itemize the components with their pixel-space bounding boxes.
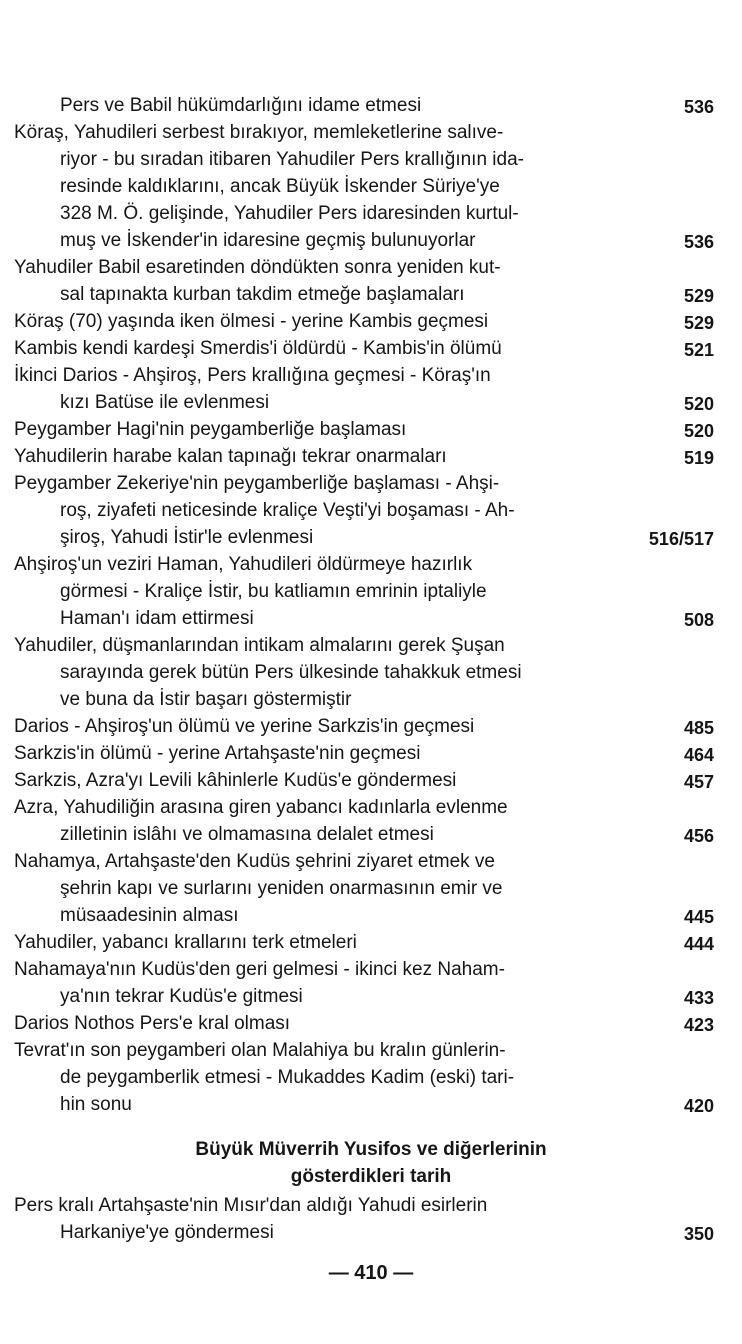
toc-entry bbox=[14, 794, 714, 848]
toc-entry-line: Nahamya, Artahşaste'den Kudüs şehrini ziyaret etmek ve bbox=[14, 851, 495, 872]
toc-entry bbox=[14, 335, 714, 362]
toc-entry-line: kızı Batüse ile evlenmesi bbox=[60, 392, 270, 413]
toc-page-number: 445 bbox=[683, 907, 714, 927]
toc-entry-line: Azra, Yahudiliğin arasına giren yabancı kadınlarla evlenme bbox=[14, 797, 508, 818]
toc-entry bbox=[14, 416, 714, 443]
toc-entry-line: muş ve İskender'in idaresine geçmiş bulunuyorlar bbox=[60, 230, 476, 251]
toc-entry bbox=[14, 632, 714, 713]
toc-entry-line: ya'nın tekrar Kudüs'e gitmesi bbox=[60, 986, 303, 1007]
toc-entry bbox=[14, 443, 714, 470]
toc-page-number: 457 bbox=[683, 772, 714, 792]
toc-entry-line: müsaadesinin alması bbox=[60, 905, 239, 926]
toc-entry-line: sarayında gerek bütün Pers ülkesinde tahakkuk etmesi bbox=[60, 662, 522, 683]
toc-entry-line: görmesi - Kraliçe İstir, bu katliamın emrinin iptaliyle bbox=[60, 581, 487, 602]
toc-entry-line: Peygamber Zekeriye'nin peygamberliğe başlaması - Ahşi- bbox=[14, 473, 500, 494]
page-number-footer: — 410 — bbox=[328, 1262, 414, 1284]
section bbox=[0, 1136, 742, 1246]
section-heading bbox=[0, 1136, 742, 1190]
toc-entry-line: Darios Nothos Pers'e kral olması bbox=[14, 1013, 291, 1034]
toc-page-number: 536 bbox=[683, 232, 714, 252]
toc-entry-line: Yahudiler, yabancı krallarını terk etmeleri bbox=[14, 932, 357, 953]
toc-page-number: 420 bbox=[683, 1096, 714, 1116]
toc-page-number: 485 bbox=[683, 718, 714, 738]
toc-entry bbox=[14, 956, 714, 1010]
toc-entry bbox=[14, 848, 714, 929]
toc-entry-line: Sarkzis'in ölümü - yerine Artahşaste'nin geçmesi bbox=[14, 743, 421, 764]
toc-entry bbox=[14, 929, 714, 956]
toc-page-number: 516/517 bbox=[648, 529, 714, 549]
toc-page-number: 433 bbox=[683, 988, 714, 1008]
toc-entry-line: Köraş, Yahudileri serbest bırakıyor, memleketlerine salıve- bbox=[14, 122, 504, 143]
toc-entry-line: Ahşiroş'un veziri Haman, Yahudileri öldürmeye hazırlık bbox=[14, 554, 473, 575]
toc-entry-line: 328 M. Ö. gelişinde, Yahudiler Pers idaresinden kurtul- bbox=[60, 203, 519, 224]
toc-entry-line: Sarkzis, Azra'yı Levili kâhinlerle Kudüs'e göndermesi bbox=[14, 770, 457, 791]
toc-entry-line: sal tapınakta kurban takdim etmeğe başlamaları bbox=[60, 284, 465, 305]
toc-page-number: 423 bbox=[683, 1015, 714, 1035]
toc-page-number: 444 bbox=[683, 934, 714, 954]
toc-entry bbox=[14, 1192, 714, 1246]
toc-entry-line: Yahudiler Babil esaretinden döndükten sonra yeniden kut- bbox=[14, 257, 501, 278]
toc-entry-line: Darios - Ahşiroş'un ölümü ve yerine Sarkzis'in geçmesi bbox=[14, 716, 475, 737]
toc-page-number: 464 bbox=[683, 745, 714, 765]
toc-entry-line: riyor - bu sıradan itibaren Yahudiler Pers krallığının ida- bbox=[60, 149, 524, 170]
toc-page-number: 529 bbox=[683, 286, 714, 306]
toc-page-number: 350 bbox=[683, 1224, 714, 1244]
section-heading-line-2: gösterdikleri tarih bbox=[290, 1166, 452, 1187]
toc-entry-line: Pers ve Babil hükümdarlığını idame etmesi bbox=[60, 95, 422, 116]
toc-entry bbox=[14, 740, 714, 767]
toc-entry-line: Yahudilerin harabe kalan tapınağı tekrar onarmaları bbox=[14, 446, 447, 467]
toc-entry-line: Köraş (70) yaşında iken ölmesi - yerine Kambis geçmesi bbox=[14, 311, 489, 332]
toc-entry-line: Pers kralı Artahşaste'nin Mısır'dan aldığı Yahudi esirlerin bbox=[14, 1195, 488, 1216]
toc-entry bbox=[14, 713, 714, 740]
contents-list bbox=[0, 92, 742, 1118]
toc-entry-line: şiroş, Yahudi İstir'le evlenmesi bbox=[60, 527, 314, 548]
toc-entry-line: resinde kaldıklarını, ancak Büyük İskender Süriye'ye bbox=[60, 176, 500, 197]
toc-entry bbox=[14, 1010, 714, 1037]
toc-page-number: 529 bbox=[683, 313, 714, 333]
toc-entry bbox=[14, 551, 714, 632]
toc-entry bbox=[14, 119, 714, 254]
toc-entry bbox=[14, 1037, 714, 1118]
toc-entry-line: şehrin kapı ve surlarını yeniden onarmasının emir ve bbox=[60, 878, 503, 899]
toc-page-number: 536 bbox=[683, 97, 714, 117]
toc-entry-line: Yahudiler, düşmanlarından intikam almalarını gerek Şuşan bbox=[14, 635, 505, 656]
toc-entry-line: de peygamberlik etmesi - Mukaddes Kadim (eski) tari- bbox=[60, 1067, 515, 1088]
toc-entry-line: Haman'ı idam ettirmesi bbox=[60, 608, 254, 629]
toc-entry-line: Nahamaya'nın Kudüs'den geri gelmesi - ikinci kez Naham- bbox=[14, 959, 505, 980]
toc-page-number: 521 bbox=[683, 340, 714, 360]
toc-page-number: 519 bbox=[683, 448, 714, 468]
toc-entry-line: Peygamber Hagi'nin peygamberliğe başlaması bbox=[14, 419, 407, 440]
section-entries bbox=[0, 1192, 742, 1246]
toc-entry-line: Harkaniye'ye göndermesi bbox=[60, 1222, 274, 1243]
toc-entry-line: hin sonu bbox=[60, 1094, 132, 1115]
toc-entry-line: roş, ziyafeti neticesinde kraliçe Veşti'yi boşaması - Ah- bbox=[60, 500, 515, 521]
toc-entry bbox=[14, 308, 714, 335]
toc-entry-line: Kambis kendi kardeşi Smerdis'i öldürdü - Kambis'in ölümü bbox=[14, 338, 502, 359]
toc-entry-line: Tevrat'ın son peygamberi olan Malahiya bu kralın günlerin- bbox=[14, 1040, 506, 1061]
toc-page-number: 520 bbox=[683, 394, 714, 414]
toc-page-number: 508 bbox=[683, 610, 714, 630]
section-heading-line-1: Büyük Müverrih Yusifos ve diğerlerinin bbox=[195, 1139, 547, 1160]
toc-entry bbox=[14, 92, 714, 119]
toc-entry bbox=[14, 362, 714, 416]
toc-entry bbox=[14, 470, 714, 551]
toc-page-number: 520 bbox=[683, 421, 714, 441]
toc-entry bbox=[14, 767, 714, 794]
toc-entry-line: İkinci Darios - Ahşiroş, Pers krallığına geçmesi - Köraş'ın bbox=[14, 365, 491, 386]
toc-page-number: 456 bbox=[683, 826, 714, 846]
toc-entry bbox=[14, 254, 714, 308]
toc-entry-line: zilletinin islâhı ve olmamasına delalet etmesi bbox=[60, 824, 434, 845]
toc-entry-line: ve buna da İstir başarı göstermiştir bbox=[60, 689, 352, 710]
